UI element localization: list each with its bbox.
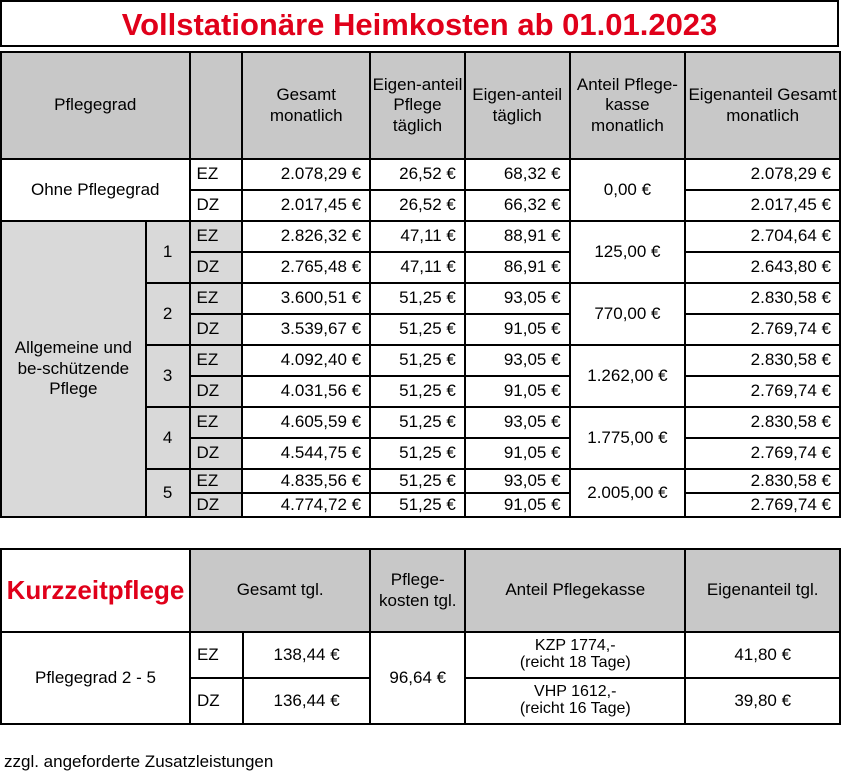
eigenanteil-tgl: 41,80 € — [685, 632, 840, 678]
pflegegrad-number: 1 — [146, 221, 190, 283]
header-gesamt-tgl: Gesamt tgl. — [190, 549, 370, 632]
eigenanteil-taeglich: 91,05 € — [465, 493, 570, 517]
room-type: EZ — [190, 469, 243, 493]
kasse-line-2: (reicht 16 Tage) — [519, 700, 631, 717]
eigenanteil-taeglich: 66,32 € — [465, 190, 570, 221]
anteil-pflegekasse: 125,00 € — [570, 221, 686, 283]
eigenanteil-pflege: 26,52 € — [370, 190, 465, 221]
eigenanteil-taeglich: 86,91 € — [465, 252, 570, 283]
pflegegrad-number: 4 — [146, 407, 190, 469]
eigenanteil-gesamt: 2.830,58 € — [685, 407, 840, 438]
eigenanteil-gesamt: 2.769,74 € — [685, 493, 840, 517]
eigenanteil-taeglich: 93,05 € — [465, 345, 570, 376]
gesamt-monatlich: 4.544,75 € — [242, 438, 370, 469]
header-eigenanteil-tgl: Eigenanteil tgl. — [685, 549, 840, 632]
pflegegrad-number: 5 — [146, 469, 190, 517]
room-type: EZ — [190, 407, 243, 438]
eigenanteil-pflege: 51,25 € — [370, 407, 465, 438]
eigenanteil-pflege: 51,25 € — [370, 469, 465, 493]
header-eigenanteil-taeglich: Eigen-anteil täglich — [465, 52, 570, 159]
eigenanteil-pflege: 47,11 € — [370, 252, 465, 283]
room-type: DZ — [190, 438, 243, 469]
gesamt-monatlich: 2.017,45 € — [242, 190, 370, 221]
eigenanteil-pflege: 51,25 € — [370, 345, 465, 376]
eigenanteil-pflege: 51,25 € — [370, 438, 465, 469]
eigenanteil-gesamt: 2.769,74 € — [685, 438, 840, 469]
gesamt-monatlich: 4.031,56 € — [242, 376, 370, 407]
anteil-pflegekasse — [465, 678, 685, 724]
gesamt-monatlich: 4.605,59 € — [242, 407, 370, 438]
room-type: DZ — [190, 376, 243, 407]
gesamt-tgl: 138,44 € — [243, 632, 371, 678]
anteil-pflegekasse: 1.775,00 € — [570, 407, 686, 469]
eigenanteil-taeglich: 93,05 € — [465, 469, 570, 493]
room-type: EZ — [190, 283, 243, 314]
room-type: EZ — [190, 632, 243, 678]
heimkosten-table — [0, 51, 841, 518]
header-eigenanteil-gesamt: Eigenanteil Gesamt monatlich — [685, 52, 840, 159]
header-empty — [190, 52, 243, 159]
eigenanteil-pflege: 51,25 € — [370, 314, 465, 345]
eigenanteil-pflege: 26,52 € — [370, 159, 465, 190]
gesamt-monatlich: 4.835,56 € — [242, 469, 370, 493]
eigenanteil-taeglich: 88,91 € — [465, 221, 570, 252]
eigenanteil-gesamt: 2.830,58 € — [685, 283, 840, 314]
room-type: DZ — [190, 314, 243, 345]
kurz-pflegegrad-label: Pflegegrad 2 - 5 — [1, 632, 190, 724]
room-type: EZ — [190, 159, 243, 190]
room-type: DZ — [190, 252, 243, 283]
eigenanteil-gesamt: 2.830,58 € — [685, 469, 840, 493]
ohne-pflegegrad-label: Ohne Pflegegrad — [1, 159, 190, 221]
gesamt-monatlich: 2.078,29 € — [242, 159, 370, 190]
eigenanteil-gesamt: 2.017,45 € — [685, 190, 840, 221]
gesamt-monatlich: 2.765,48 € — [242, 252, 370, 283]
eigenanteil-taeglich: 93,05 € — [465, 407, 570, 438]
header-eigenanteil-pflege: Eigen-anteil Pflege täglich — [370, 52, 465, 159]
eigenanteil-gesamt: 2.830,58 € — [685, 345, 840, 376]
pflegekosten-tgl: 96,64 € — [370, 632, 465, 724]
anteil-pflegekasse: 0,00 € — [570, 159, 686, 221]
eigenanteil-pflege: 51,25 € — [370, 283, 465, 314]
anteil-pflegekasse: 770,00 € — [570, 283, 686, 345]
room-type: DZ — [190, 678, 243, 724]
eigenanteil-gesamt: 2.704,64 € — [685, 221, 840, 252]
eigenanteil-taeglich: 91,05 € — [465, 438, 570, 469]
pflegegrad-number: 2 — [146, 283, 190, 345]
eigenanteil-tgl: 39,80 € — [685, 678, 840, 724]
gesamt-monatlich: 4.774,72 € — [242, 493, 370, 517]
footnote: zzgl. angeforderte Zusatzleistungen — [4, 752, 274, 771]
kurzzeitpflege-title: Kurzzeitpflege — [1, 549, 190, 632]
room-type: EZ — [190, 221, 243, 252]
eigenanteil-pflege: 51,25 € — [370, 493, 465, 517]
eigenanteil-taeglich: 91,05 € — [465, 314, 570, 345]
gesamt-monatlich: 2.826,32 € — [242, 221, 370, 252]
gesamt-monatlich: 3.539,67 € — [242, 314, 370, 345]
anteil-pflegekasse — [465, 632, 685, 678]
pflegegrad-number: 3 — [146, 345, 190, 407]
header-gesamt: Gesamt monatlich — [242, 52, 370, 159]
eigenanteil-gesamt: 2.769,74 € — [685, 376, 840, 407]
room-type: EZ — [190, 345, 243, 376]
kurzzeitpflege-table — [0, 548, 841, 725]
header-pflegekosten-tgl: Pflege-kosten tgl. — [370, 549, 465, 632]
allgemeine-pflege-label: Allgemeine und be-schützende Pflege — [1, 221, 146, 517]
gesamt-monatlich: 4.092,40 € — [242, 345, 370, 376]
anteil-pflegekasse: 1.262,00 € — [570, 345, 686, 407]
anteil-pflegekasse: 2.005,00 € — [570, 469, 686, 517]
eigenanteil-gesamt: 2.769,74 € — [685, 314, 840, 345]
kasse-line-2: (reicht 18 Tage) — [519, 654, 631, 671]
header-anteil-pflegekasse: Anteil Pflegekasse — [465, 549, 685, 632]
room-type: DZ — [190, 190, 243, 221]
eigenanteil-taeglich: 91,05 € — [465, 376, 570, 407]
kasse-line-1: VHP 1612,- — [534, 683, 617, 701]
eigenanteil-taeglich: 68,32 € — [465, 159, 570, 190]
eigenanteil-gesamt: 2.078,29 € — [685, 159, 840, 190]
eigenanteil-pflege: 47,11 € — [370, 221, 465, 252]
page-title: Vollstationäre Heimkosten ab 01.01.2023 — [0, 0, 839, 47]
gesamt-monatlich: 3.600,51 € — [242, 283, 370, 314]
header-anteil-pflegekasse: Anteil Pflege-kasse monatlich — [570, 52, 686, 159]
header-pflegegrad: Pflegegrad — [1, 52, 190, 159]
eigenanteil-taeglich: 93,05 € — [465, 283, 570, 314]
eigenanteil-gesamt: 2.643,80 € — [685, 252, 840, 283]
eigenanteil-pflege: 51,25 € — [370, 376, 465, 407]
gesamt-tgl: 136,44 € — [243, 678, 371, 724]
kasse-line-1: KZP 1774,- — [534, 637, 616, 655]
room-type: DZ — [190, 493, 243, 517]
